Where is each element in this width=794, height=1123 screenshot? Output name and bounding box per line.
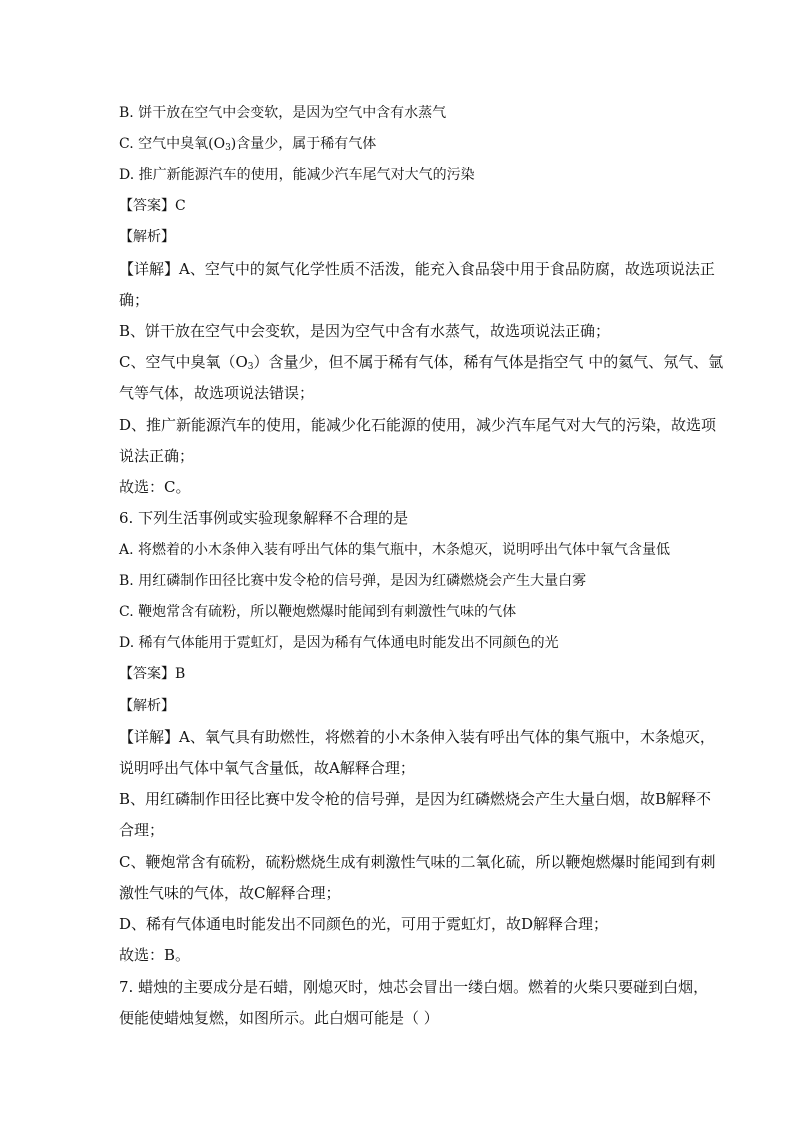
text: D. 推广新能源汽车的使用，能减少汽车尾气对大气的污染 [119, 167, 475, 183]
option-d-line [119, 633, 559, 653]
text: D、稀有气体通电时能发出不同颜色的光，可用于霓虹灯，故D解释合理； [119, 915, 609, 933]
text-post: )含量少，属于稀有气体 [230, 136, 377, 152]
text: 【答案】B [119, 666, 186, 682]
text: 气等气体，故选项说法错误； [119, 384, 315, 402]
detail-line [119, 883, 340, 903]
text: 便能使蜡烛复燃，如图所示。此白烟可能是（ ） [119, 1009, 439, 1027]
text: D、推广新能源汽车的使用，能减少化石能源的使用，减少汽车尾气对大气的污染，故选项 [119, 416, 717, 434]
option-b-line [119, 103, 446, 123]
text: 激性气味的气体，故C解释合理； [119, 884, 341, 902]
detail-line [119, 383, 314, 403]
text: A. 将燃着的小木条伸入装有呼出气体的集气瓶中，木条熄灭，说明呼出气体中氧气含量低 [119, 542, 671, 558]
analysis-heading [119, 227, 175, 247]
detail-line [119, 446, 194, 466]
question-6-stem [119, 508, 408, 528]
text: 说明呼出气体中氧气含量低，故A解释合理； [119, 759, 415, 777]
text: B. 饼干放在空气中会变软，是因为空气中含有水蒸气 [119, 105, 447, 121]
detail-line [119, 914, 608, 934]
conclusion-line [119, 477, 190, 497]
text: 【解析】 [119, 698, 175, 714]
analysis-heading [119, 696, 175, 716]
text-pre: C. 空气中臭氧(O [119, 136, 226, 152]
text: 7. 蜡烛的主要成分是石蜡，刚熄灭时，烛芯会冒出一缕白烟。燃着的火柴只要碰到白烟， [119, 978, 709, 996]
detail-line [119, 820, 164, 840]
answer-line [119, 196, 186, 216]
text: B、用红磷制作田径比赛中发令枪的信号弹，是因为红磷燃烧会产生大量白烟，故B解释不 [119, 790, 712, 808]
text: 【解析】 [119, 229, 175, 245]
question-7-stem [119, 1008, 439, 1028]
text: 【答案】C [119, 198, 186, 214]
detail-line [119, 758, 415, 778]
text: 说法正确； [119, 447, 195, 465]
option-c-line [119, 134, 376, 158]
text: 【详解】A、氧气具有助燃性，将燃着的小木条伸入装有呼出气体的集气瓶中，木条熄灭， [119, 728, 715, 746]
detail-line [119, 290, 149, 310]
text: 【详解】A、空气中的氮气化学性质不活泼，能充入食品袋中用于食品防腐，故选项说法正 [119, 260, 715, 278]
subscript: 3 [225, 143, 231, 153]
text: B、饼干放在空气中会变软，是因为空气中含有水蒸气，故选项说法正确； [119, 322, 611, 340]
detail-line [119, 727, 715, 747]
text: C. 鞭炮常含有硫粉，所以鞭炮燃爆时能闻到有刺激性气味的气体 [119, 604, 517, 620]
detail-line [119, 352, 723, 377]
text: 故选：C。 [119, 478, 191, 496]
detail-line [119, 789, 711, 809]
answer-line [119, 664, 185, 684]
option-b-line [119, 571, 586, 591]
option-c-line [119, 602, 516, 622]
detail-line [119, 321, 610, 341]
text: D. 稀有气体能用于霓虹灯，是因为稀有气体通电时能发出不同颜色的光 [119, 635, 559, 651]
detail-line [119, 415, 716, 435]
text-pre: C、空气中臭氧（O [119, 353, 248, 371]
text-post: ）含量少，但不属于稀有气体，稀有气体是指空气 中的氦气、氖气、氩 [253, 353, 724, 371]
detail-line [119, 259, 715, 279]
option-d-line [119, 165, 475, 185]
text: B. 用红磷制作田径比赛中发令枪的信号弹，是因为红磷燃烧会产生大量白雾 [119, 573, 587, 589]
text: C、鞭炮常含有硫粉，硫粉燃烧生成有刺激性气味的二氧化硫，所以鞭炮燃爆时能闻到有刺 [119, 853, 716, 871]
text: 合理； [119, 821, 165, 839]
text: 6. 下列生活事例或实验现象解释不合理的是 [119, 509, 409, 527]
detail-line [119, 852, 715, 872]
conclusion-line [119, 945, 190, 965]
text: 故选：B。 [119, 946, 191, 964]
subscript: 3 [247, 362, 254, 372]
text: 确； [119, 291, 150, 309]
option-a-line [119, 540, 670, 560]
question-7-stem [119, 977, 708, 997]
